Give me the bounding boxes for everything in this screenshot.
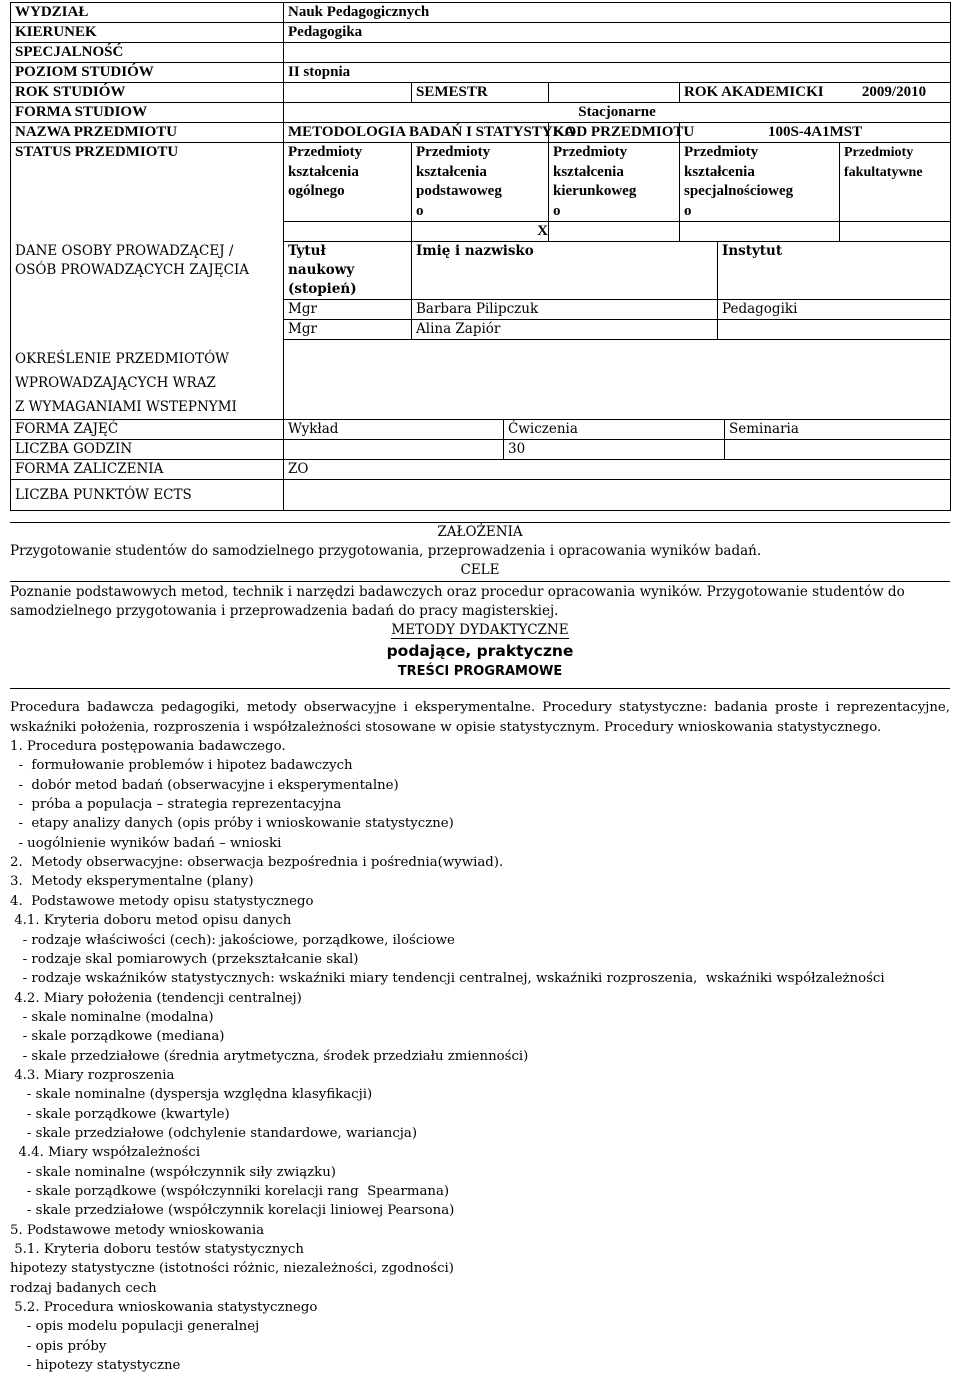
program-line: - rodzaje właściwości (cech): jakościowe, porządkowe, ilościowe: [10, 932, 455, 948]
program-line: - skale nominalne (dyspersja względna klasyfikacji): [10, 1087, 373, 1103]
status-type-kierunkowy: Przedmioty kształcenia kierunkoweg o: [549, 143, 680, 222]
staff-col-name: Imię i nazwisko: [412, 242, 718, 300]
syllabus-header-table: [10, 2, 951, 143]
kod-przedmiotu-label: KOD PRZEDMIOTU: [549, 123, 680, 143]
cele-line-2: samodzielnego przygotowania i przeprowadzenia badań do pracy magisterskiej.: [10, 603, 559, 620]
program-line: 5. Podstawowe metody wnioskowania: [10, 1222, 265, 1238]
semestr-label: SEMESTR: [412, 83, 549, 103]
program-line: 2. Metody obserwacyjne: obserwacja bezpośrednia i pośrednia(wywiad).: [10, 855, 504, 871]
zalozenia-text: Przygotowanie studentów do samodzielnego przygotowania, przeprowadzenia i opracowania wyników badań.: [10, 542, 762, 559]
program-line: - skale przedziałowe (odchylenie standardowe, wariancja): [10, 1125, 418, 1141]
cele-line-1: Poznanie podstawowych metod, technik i narzędzi badawczych oraz procedur opracowania wyników. Przygotowanie studentów do: [10, 583, 905, 600]
forma-wyklad: Wykład: [284, 419, 504, 439]
staff-institute-1: Pedagogiki: [718, 300, 951, 320]
program-line: - dobór metod badań (obserwacyjne i eksperymentalne): [10, 777, 399, 793]
forma-zajec-label: FORMA ZAJĘĆ: [11, 419, 284, 439]
program-line: - skale porządkowe (współczynniki korelacji rang Spearmana): [10, 1183, 450, 1199]
status-type-podstawowy: Przedmioty kształcenia podstawoweg o: [412, 143, 549, 222]
program-line: - skale porządkowe (kwartyle): [10, 1106, 230, 1122]
program-line: - rodzaje skal pomiarowych (przekształcanie skal): [10, 951, 359, 967]
forma-cwiczenia: Ćwiczenia: [504, 419, 725, 439]
poziom-value: II stopnia: [284, 63, 951, 83]
rok-studiow-value: [284, 83, 412, 103]
program-line: 4.1. Kryteria doboru metod opisu danych: [10, 913, 292, 929]
staff-name-1: Barbara Pilipczuk: [412, 300, 718, 320]
tresci-title: TREŚCI PROGRAMOWE: [397, 664, 563, 680]
status-type-fakultatywny: Przedmioty fakultatywne: [840, 143, 951, 222]
liczba-godzin-value: 30: [504, 439, 725, 459]
program-line: - etapy analizy danych (opis próby i wnioskowanie statystyczne): [10, 816, 454, 832]
program-line: - skale nominalne (modalna): [10, 1009, 214, 1025]
specjalnosc-value: [284, 43, 951, 63]
program-line: 1. Procedura postępowania badawczego.: [10, 739, 286, 755]
metody-value: podające, praktyczne: [386, 642, 574, 661]
program-line: - próba a populacja – strategia reprezentacyjna: [10, 797, 342, 813]
status-przedmiotu-label: STATUS PRZEDMIOTU: [11, 143, 284, 242]
forma-studiow-label: FORMA STUDIOW: [11, 103, 284, 123]
program-line: - formułowanie problemów i hipotez badawczych: [10, 758, 353, 774]
staff-col-institute: Instytut: [718, 242, 951, 300]
cele-title: CELE: [460, 561, 500, 578]
specjalnosc-label: SPECJALNOŚĆ: [11, 43, 284, 63]
status-type-specjalnosciowy: Przedmioty kształcenia specjalnościoweg o: [680, 143, 840, 222]
program-line: - opis próby: [10, 1338, 107, 1354]
nazwa-przedmiotu-label: NAZWA PRZEDMIOTU: [11, 123, 284, 143]
kod-przedmiotu-value: 100S-4A1MST: [680, 123, 951, 143]
program-line: - rodzaje wskaźników statystycznych: wskaźniki miary tendencji centralnej, wskaźniki rozproszenia, wskaźniki współzależności: [10, 971, 885, 987]
program-line: - skale przedziałowe (średnia arytmetyczna, środek przedziału zmienności): [10, 1048, 529, 1064]
program-content: [10, 698, 950, 1375]
zalozenia-title: ZAŁOŻENIA: [437, 523, 523, 540]
ects-value: [284, 479, 951, 510]
status-mark: X: [412, 222, 549, 242]
status-type-ogolny: Przedmioty kształcenia ogólnego: [284, 143, 412, 222]
semestr-value: [549, 83, 680, 103]
wydzial-label: WYDZIAŁ: [11, 3, 284, 23]
program-line: - skale przedziałowe (współczynnik korelacji liniowej Pearsona): [10, 1203, 455, 1219]
program-line: hipotezy statystyczne (istotności różnic, niezależności, zgodności): [10, 1261, 454, 1277]
program-intro: Procedura badawcza pedagogiki, metody obserwacyjne i eksperymentalne. Procedury statystyczne: badania proste i reprezentacyjne, wskaźniki położenia, rozproszenia i współzależności stosowane w opisie statystycznym. Procedury wnioskowania statystycznego.: [10, 700, 950, 735]
metody-title: METODY DYDAKTYCZNE: [391, 622, 569, 639]
program-line: 5.2. Procedura wnioskowania statystycznego: [10, 1300, 318, 1316]
forma-zaliczenia-label: FORMA ZALICZENIA: [11, 459, 284, 479]
program-line: - hipotezy statystyczne: [10, 1358, 181, 1374]
forma-zaliczenia-value: ZO: [284, 459, 951, 479]
program-line: - skale nominalne (współczynnik siły związku): [10, 1164, 336, 1180]
syllabus-page: [10, 2, 950, 1375]
program-line: - skale porządkowe (mediana): [10, 1029, 225, 1045]
program-line: rodzaj badanych cech: [10, 1280, 157, 1296]
program-line: 4.3. Miary rozproszenia: [10, 1067, 175, 1083]
rok-akademicki-value: 2009/2010: [861, 84, 927, 100]
sections-divider: [10, 511, 950, 523]
nazwa-przedmiotu-value: METODOLOGIA BADAŃ I STATYSTYKA: [284, 123, 549, 143]
kierunek-value: Pedagogika: [284, 23, 951, 43]
program-line: 3. Metody eksperymentalne (plany): [10, 874, 254, 890]
rok-studiow-label: ROK STUDIÓW: [11, 83, 284, 103]
staff-title-2: Mgr: [284, 320, 412, 340]
staff-table: [10, 241, 951, 340]
prereq-value: [284, 340, 951, 420]
ects-label: LICZBA PUNKTÓW ECTS: [11, 479, 284, 510]
staff-name-2: Alina Zapiór: [412, 320, 718, 340]
staff-institute-2: [718, 320, 951, 340]
wydzial-value: Nauk Pedagogicznych: [284, 3, 951, 23]
forma-studiow-value: Stacjonarne: [284, 103, 951, 123]
program-line: 4. Podstawowe metody opisu statystycznego: [10, 893, 314, 909]
program-lines: [10, 737, 950, 1375]
classes-table: [10, 339, 951, 511]
staff-col-title: Tytuł naukowy (stopień): [284, 242, 412, 300]
staff-title-1: Mgr: [284, 300, 412, 320]
rok-akademicki-label: ROK AKADEMICKI: [684, 84, 824, 100]
program-line: 4.2. Miary położenia (tendencji centralnej): [10, 990, 302, 1006]
kierunek-label: KIERUNEK: [11, 23, 284, 43]
program-line: 4.4. Miary współzależności: [10, 1145, 201, 1161]
poziom-label: POZIOM STUDIÓW: [11, 63, 284, 83]
forma-seminaria: Seminaria: [725, 419, 951, 439]
prereq-label: OKREŚLENIE PRZEDMIOTÓW WPROWADZAJĄCYCH WRAZ Z WYMAGANIAMI WSTEPNYMI: [11, 340, 284, 420]
status-table: [10, 142, 951, 242]
program-line: 5.1. Kryteria doboru testów statystycznych: [10, 1242, 304, 1258]
staff-label: DANE OSOBY PROWADZĄCEJ / OSÓB PROWADZĄCYCH ZAJĘCIA: [11, 242, 284, 340]
program-line: - opis modelu populacji generalnej: [10, 1319, 260, 1335]
program-line: - uogólnienie wyników badań – wnioski: [10, 835, 282, 851]
liczba-godzin-label: LICZBA GODZIN: [11, 439, 284, 459]
